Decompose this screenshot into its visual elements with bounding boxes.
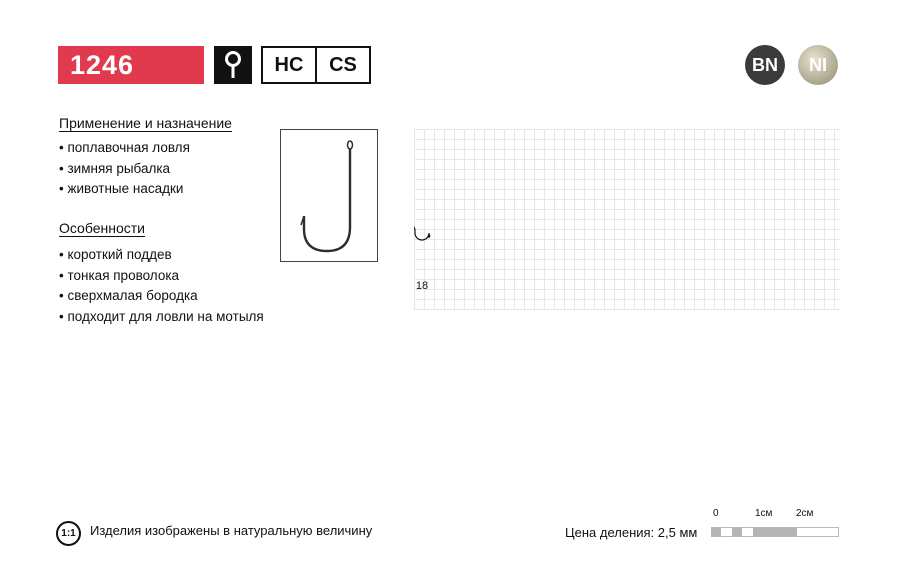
list-item: • подходит для ловли на мотыля bbox=[59, 307, 264, 328]
list-item: • поплавочная ловля bbox=[59, 138, 190, 159]
hook-sizes bbox=[414, 172, 430, 256]
size-label: 18 bbox=[415, 280, 429, 292]
natural-size-note: Изделия изображены в натуральную величину bbox=[90, 523, 373, 538]
list-item: • зимняя рыбалка bbox=[59, 159, 190, 180]
size-labels bbox=[414, 280, 428, 292]
hook-codes bbox=[261, 46, 371, 84]
scale-badge: 1:1 bbox=[56, 521, 81, 546]
ruler bbox=[711, 527, 839, 537]
ruler-label-1: 1см bbox=[755, 508, 773, 519]
hook-photo bbox=[280, 129, 378, 262]
hook-size-18-icon bbox=[414, 227, 429, 240]
ruler-label-2: 2см bbox=[796, 508, 814, 519]
list-item: • животные насадки bbox=[59, 179, 190, 200]
division-value: Цена деления: 2,5 мм bbox=[565, 525, 698, 540]
features-list bbox=[59, 245, 264, 327]
application-title: Применение и назначение bbox=[59, 115, 232, 131]
code-cs: CS bbox=[315, 48, 369, 82]
list-item: • тонкая проволока bbox=[59, 266, 264, 287]
size-grid bbox=[414, 129, 840, 310]
code-hc: HC bbox=[274, 53, 304, 76]
list-item: • короткий поддев bbox=[59, 245, 264, 266]
features-title: Особенности bbox=[59, 220, 145, 236]
list-item: • сверхмалая бородка bbox=[59, 286, 264, 307]
model-number: 1246 bbox=[58, 46, 204, 84]
coating-badge-bn: BN bbox=[745, 45, 785, 85]
hook-image-icon bbox=[281, 130, 377, 261]
grid-lines bbox=[414, 129, 840, 310]
ruler-label-0: 0 bbox=[713, 508, 719, 519]
application-list bbox=[59, 138, 190, 200]
coating-badge-ni: NI bbox=[798, 45, 838, 85]
ring-eye-icon bbox=[214, 46, 252, 84]
